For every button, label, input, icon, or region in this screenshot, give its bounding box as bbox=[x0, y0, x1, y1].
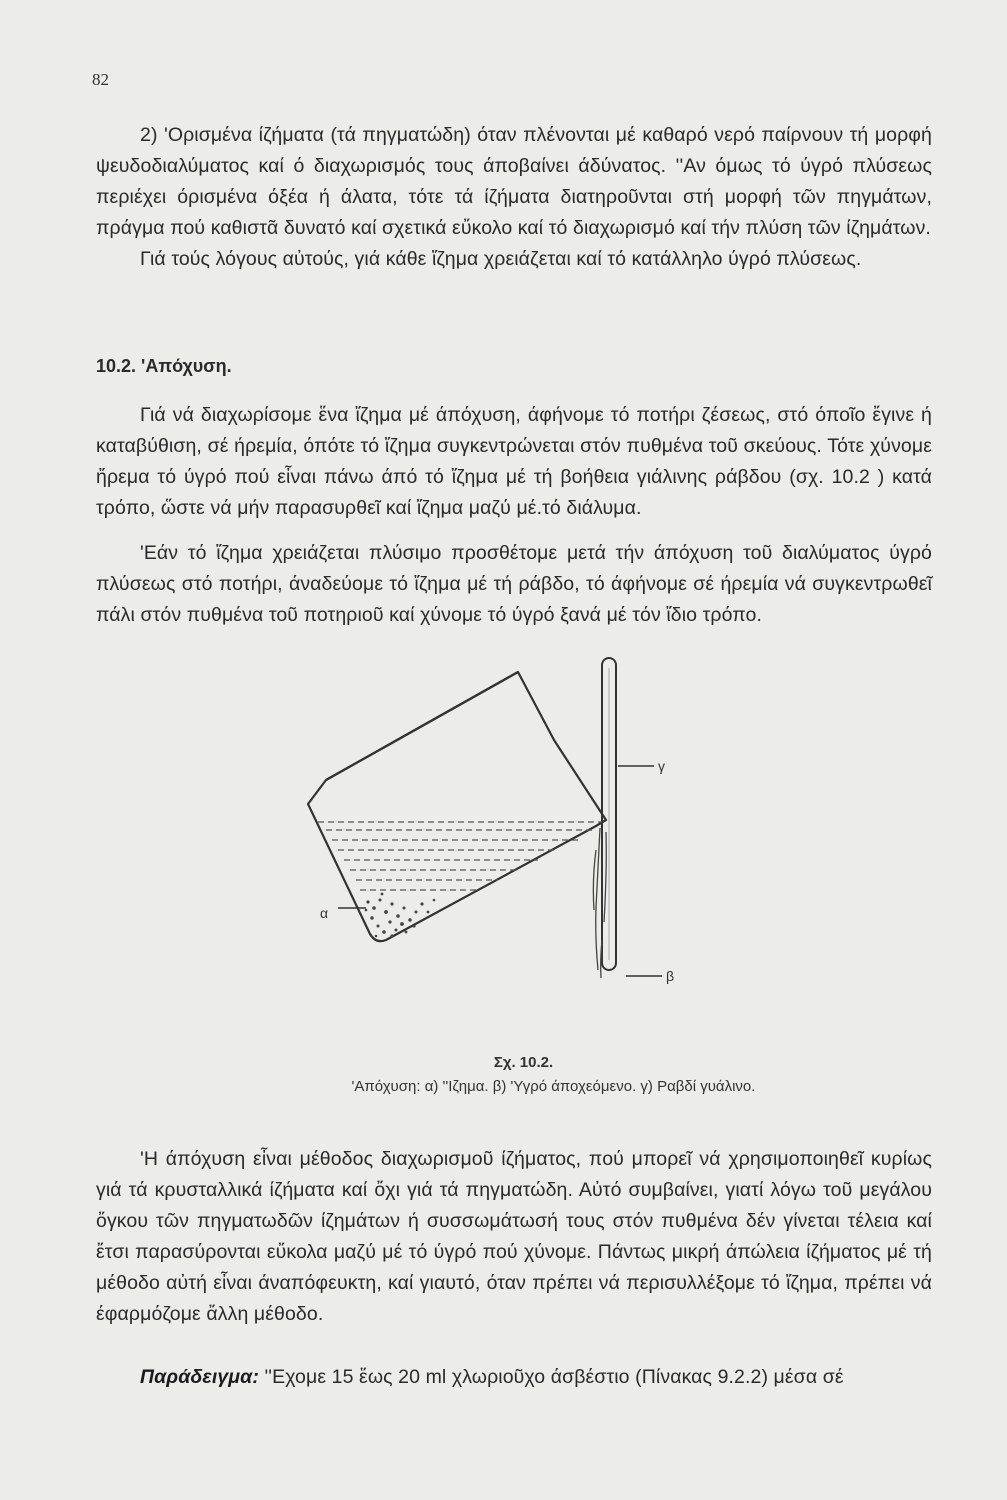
label-beta: β bbox=[666, 968, 675, 984]
example-text: ''Εχομε 15 ἕως 20 ml χλωριοῦχο άσβέστιο (Πίνακας 9.2.2) μέσα σέ bbox=[264, 1366, 844, 1388]
example-label: Παράδειγμα: bbox=[140, 1366, 259, 1388]
precipitate bbox=[365, 893, 436, 938]
label-gamma: γ bbox=[658, 758, 665, 774]
beaker bbox=[308, 672, 606, 941]
decantation-figure bbox=[296, 650, 716, 1010]
page-number: 82 bbox=[92, 70, 109, 89]
paragraph-decantation-limits: 'Η άπόχυση εἶναι μέθοδος διαχωρισμοῦ ίζήματος, πού μπορεῖ νά χρησιμοποιηθεῖ κυρίως γιά τά κρυσταλλικά ίζήματα καί ὄχι γιά τά πηγματώδη. Αὐτό συμβαίνει, γιατί λόγω τοῦ μεγάλου ὄγκου τῶν πηγματωδῶν ίζημάτων ή συσσωμάτωσή τους στόν πυθμένα δέν γίνεται τέλεια καί ἔτσι παρασύρονται εὔκολα μαζύ μέ τό ύγρό πού χύνομε. Πάντως μικρή άπώλεια ίζήματος μέ τή μέθοδο αὐτή εἶναι άναπόφευκτη, καί γιαυτό, όταν πρέπει νά περισυλλέξομε τό ἴζημα, πρέπει νά έφαρμόζομε ἄλλη μέθοδο. bbox=[96, 1148, 932, 1325]
figure-caption-text: 'Απόχυση: α) ''Ιζημα. β) 'Υγρό άποχεόμενο. γ) Ραβδί γυάλινο. bbox=[351, 1078, 756, 1095]
section-heading-decantation: 10.2. 'Απόχυση. bbox=[96, 356, 232, 376]
paragraph-washing-liquid: Γιά τούς λόγους αὐτούς, γιά κάθε ἴζημα χρειάζεται καί τό κατάλληλο ύγρό πλύσεως. bbox=[140, 248, 862, 270]
poured-liquid bbox=[593, 828, 606, 978]
decantation-diagram bbox=[296, 650, 716, 1010]
paragraph-example bbox=[96, 1362, 932, 1393]
liquid bbox=[318, 822, 602, 890]
paragraph-washing-procedure: 'Εάν τό ἴζημα χρειάζεται πλύσιμο προσθέτομε μετά τήν άπόχυση τοῦ διαλύματος ύγρό πλύσεως στό ποτήρι, άναδεύομε τό ἴζημα μέ τή ράβδο, τό άφήνομε σέ ήρεμία νά συγκεντρωθεῖ πάλι στόν πυθμένα τοῦ ποτηριοῦ καί χύνομε τό ύγρό ξανά μέ τόν ἴδιο τρόπο. bbox=[96, 542, 932, 626]
label-alpha: α bbox=[320, 905, 329, 921]
paragraph-gelatinous-precipitates: 2) 'Ορισμένα ίζήματα (τά πηγματώδη) όταν πλένονται μέ καθαρό νερό παίρνουν τή μορφή ψευδοδιαλύματος καί ό διαχωρισμός τους άποβαίνει άδύνατος. ''Αν όμως τό ύγρό πλύσεως περιέχει όρισμένα όξέα ή άλατα, τότε τά ίζήματα διατηροῦνται στή μορφή τῶν πηγμάτων, πράγμα πού καθιστᾶ δυνατό καί σχετικά εὔκολο καί τό διαχωρισμό καί τήν πλύση τῶν ίζημάτων. bbox=[96, 124, 932, 239]
paragraph-decantation-method: Γιά νά διαχωρίσομε ἕνα ἴζημα μέ άπόχυση, άφήνομε τό ποτήρι ζέσεως, στό όποῖο ἔγινε ή καταβύθιση, σέ ήρεμία, όπότε τό ἴζημα συγκεντρώνεται στόν πυθμένα τοῦ σκεύους. Τότε χύνομε ἤρεμα τό ύγρό πού εἶναι πάνω άπό τό ἴζημα μέ τή βοήθεια γιάλινης ράβδου (σχ. 10.2 ) κατά τρόπο, ὥστε νά μήν παρασυρθεῖ καί ἴζημα μαζύ μέ.τό διάλυμα. bbox=[96, 404, 932, 519]
figure-caption-title: Σχ. 10.2. bbox=[493, 1054, 554, 1071]
